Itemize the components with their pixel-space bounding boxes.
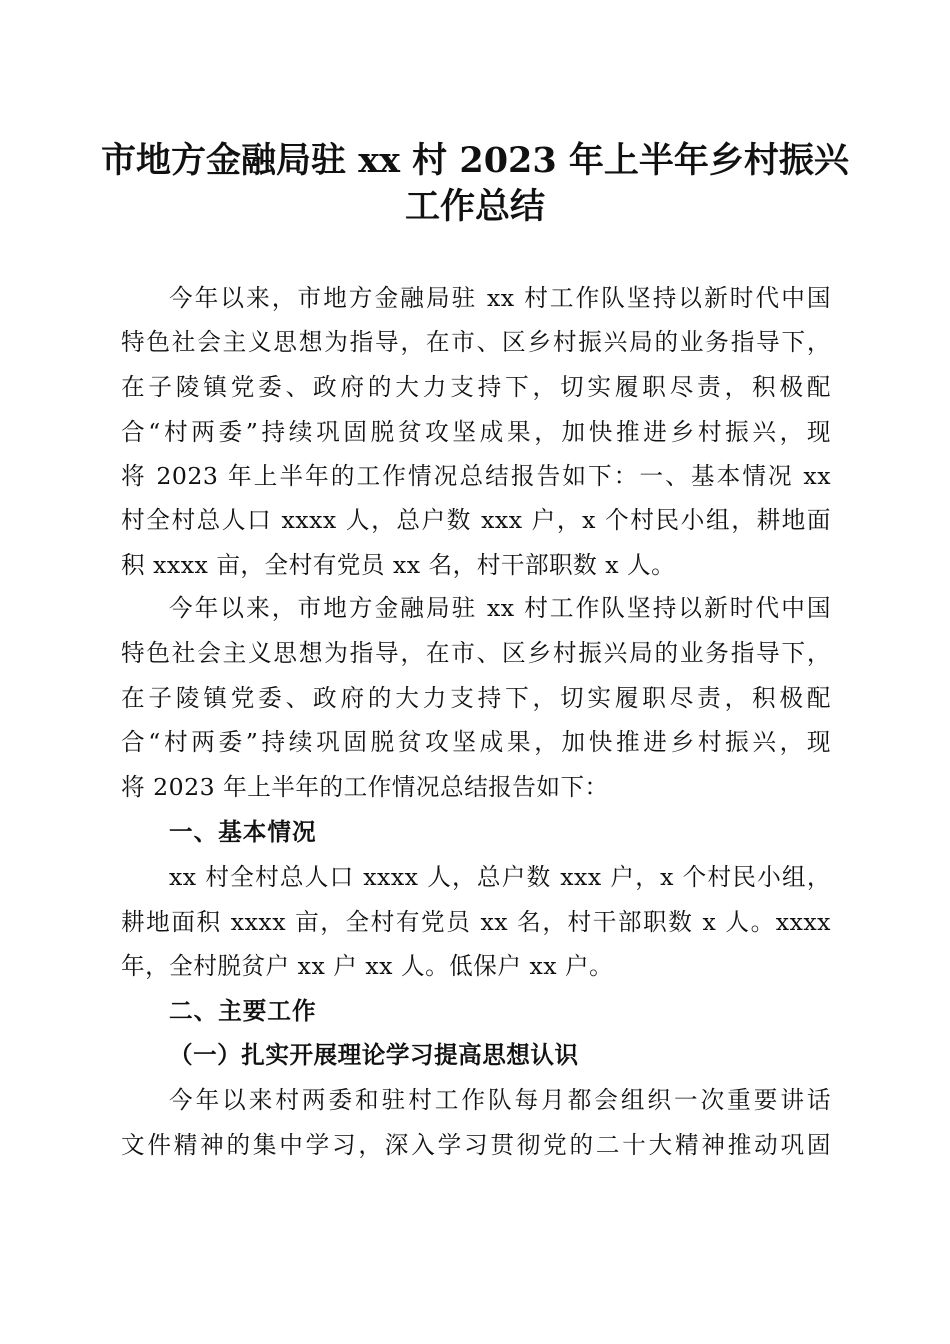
paragraph-4-line-2: 文件精神的集中学习，深入学习贯彻党的二十大精神推动巩固: [121, 1131, 831, 1159]
paragraph-1-line-7: 积 xxxx 亩，全村有党员 xx 名，村干部职数 x 人。: [121, 551, 676, 579]
document-title-line-1: 市地方金融局驻 xx 村 2023 年上半年乡村振兴: [101, 140, 849, 181]
paragraph-2-line-2: 特色社会主义思想为指导，在市、区乡村振兴局的业务指导下，: [121, 639, 831, 667]
paragraph-2-line-4: 合“村两委”持续巩固脱贫攻坚成果，加快推进乡村振兴，现: [121, 728, 831, 756]
subsection-heading-theory-study: （一）扎实开展理论学习提高思想认识: [169, 1041, 579, 1069]
paragraph-2-line-3: 在子陵镇党委、政府的大力支持下，切实履职尽责，积极配: [121, 684, 831, 712]
paragraph-1-line-3: 在子陵镇党委、政府的大力支持下，切实履职尽责，积极配: [121, 373, 831, 401]
paragraph-3-line-1: xx 村全村总人口 xxxx 人，总户数 xxx 户，x 个村民小组，: [169, 863, 831, 891]
paragraph-4-line-1: 今年以来村两委和驻村工作队每月都会组织一次重要讲话: [169, 1086, 831, 1114]
paragraph-3-line-3: 年，全村脱贫户 xx 户 xx 人。低保户 xx 户。: [121, 952, 614, 980]
paragraph-3-line-2: 耕地面积 xxxx 亩，全村有党员 xx 名，村干部职数 x 人。xxxx: [121, 908, 831, 936]
paragraph-1-line-2: 特色社会主义思想为指导，在市、区乡村振兴局的业务指导下，: [121, 328, 831, 356]
paragraph-1-line-1: 今年以来，市地方金融局驻 xx 村工作队坚持以新时代中国: [169, 284, 831, 312]
paragraph-1-line-5: 将 2023 年上半年的工作情况总结报告如下：一、基本情况 xx: [121, 462, 831, 490]
document-title-line-2: 工作总结: [404, 186, 545, 227]
paragraph-1-line-4: 合“村两委”持续巩固脱贫攻坚成果，加快推进乡村振兴，现: [121, 418, 831, 446]
paragraph-2-line-1: 今年以来，市地方金融局驻 xx 村工作队坚持以新时代中国: [169, 594, 831, 622]
paragraph-1-line-6: 村全村总人口 xxxx 人，总户数 xxx 户，x 个村民小组，耕地面: [121, 506, 831, 534]
paragraph-2-line-5: 将 2023 年上半年的工作情况总结报告如下：: [121, 773, 609, 801]
section-heading-main-work: 二、主要工作: [169, 997, 317, 1025]
section-heading-basic-situation: 一、基本情况: [169, 818, 317, 846]
